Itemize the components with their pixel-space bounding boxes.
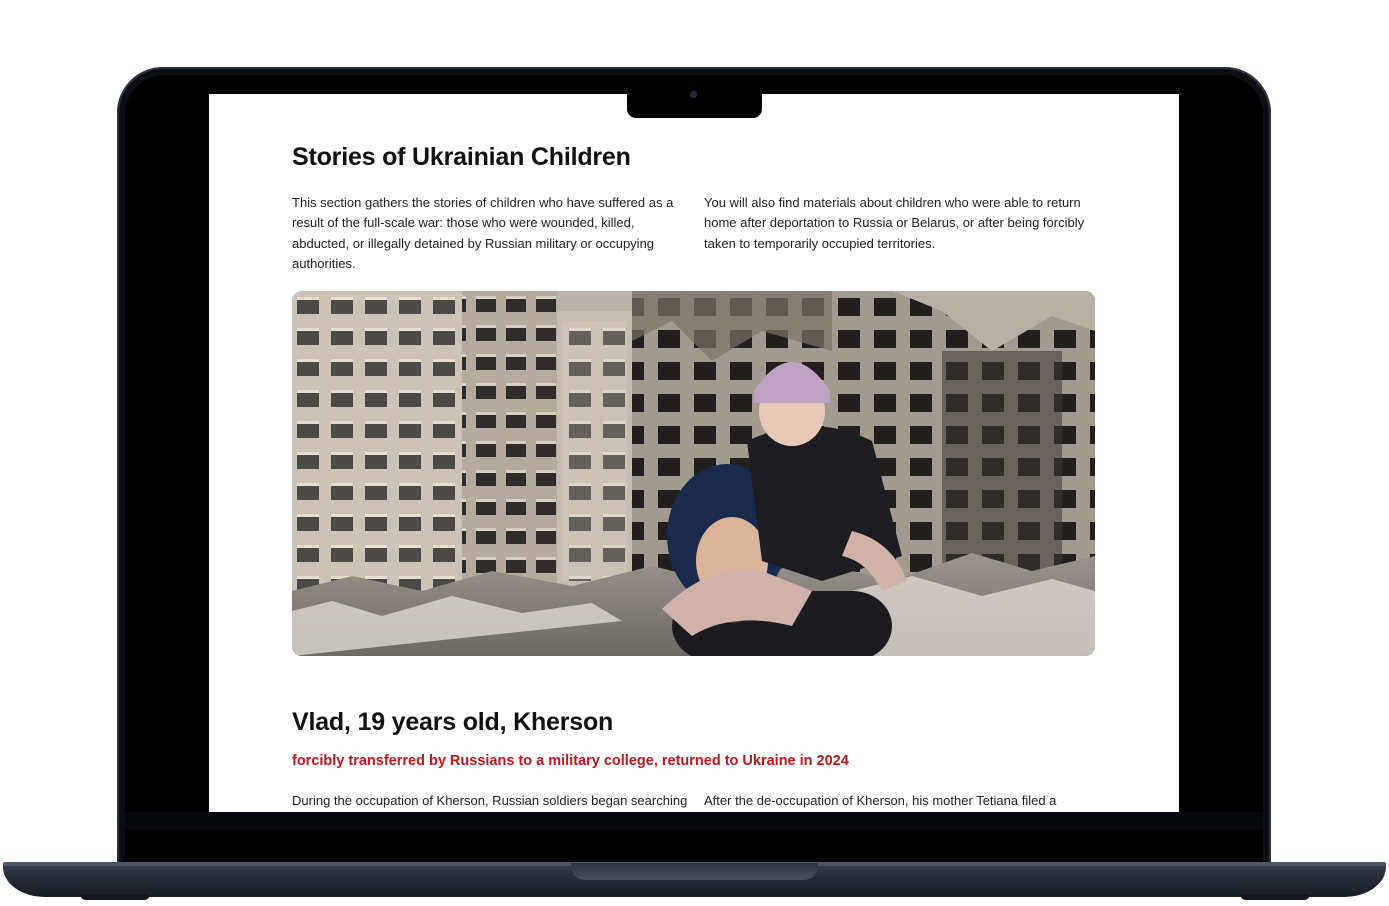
screen-chin <box>125 812 1263 830</box>
lid-opening-notch <box>571 863 818 880</box>
story-subtitle: forcibly transferred by Russians to a military college, returned to Ukraine in 2024 <box>292 753 849 769</box>
hero-photo <box>292 291 1095 656</box>
camera-icon <box>691 92 696 97</box>
laptop-foot-right <box>1240 894 1310 900</box>
intro-text-left: This section gathers the stories of children who have suffered as a result of the full-scale war: those who were wounded, killed, abducted, or illegally detained by Russian military or occupying authorities. <box>292 195 674 271</box>
photo-destroyed-building-icon <box>292 291 1095 656</box>
page-title: Stories of Ukrainian Children <box>292 143 631 171</box>
intro-text-right: You will also find materials about children who were able to return home after deportation to Russia or Belarus, or after being forcibly taken to temporarily occupied territories. <box>704 195 1085 251</box>
story-text-left: During the occupation of Kherson, Russian soldiers began searching <box>292 793 688 808</box>
story-title: Vlad, 19 years old, Kherson <box>292 708 614 736</box>
screen-notch <box>627 94 762 118</box>
story-text-right: After the de-occupation of Kherson, his mother Tetiana filed a <box>704 793 1057 808</box>
laptop-foot-left <box>80 894 150 900</box>
screen <box>209 94 1179 812</box>
